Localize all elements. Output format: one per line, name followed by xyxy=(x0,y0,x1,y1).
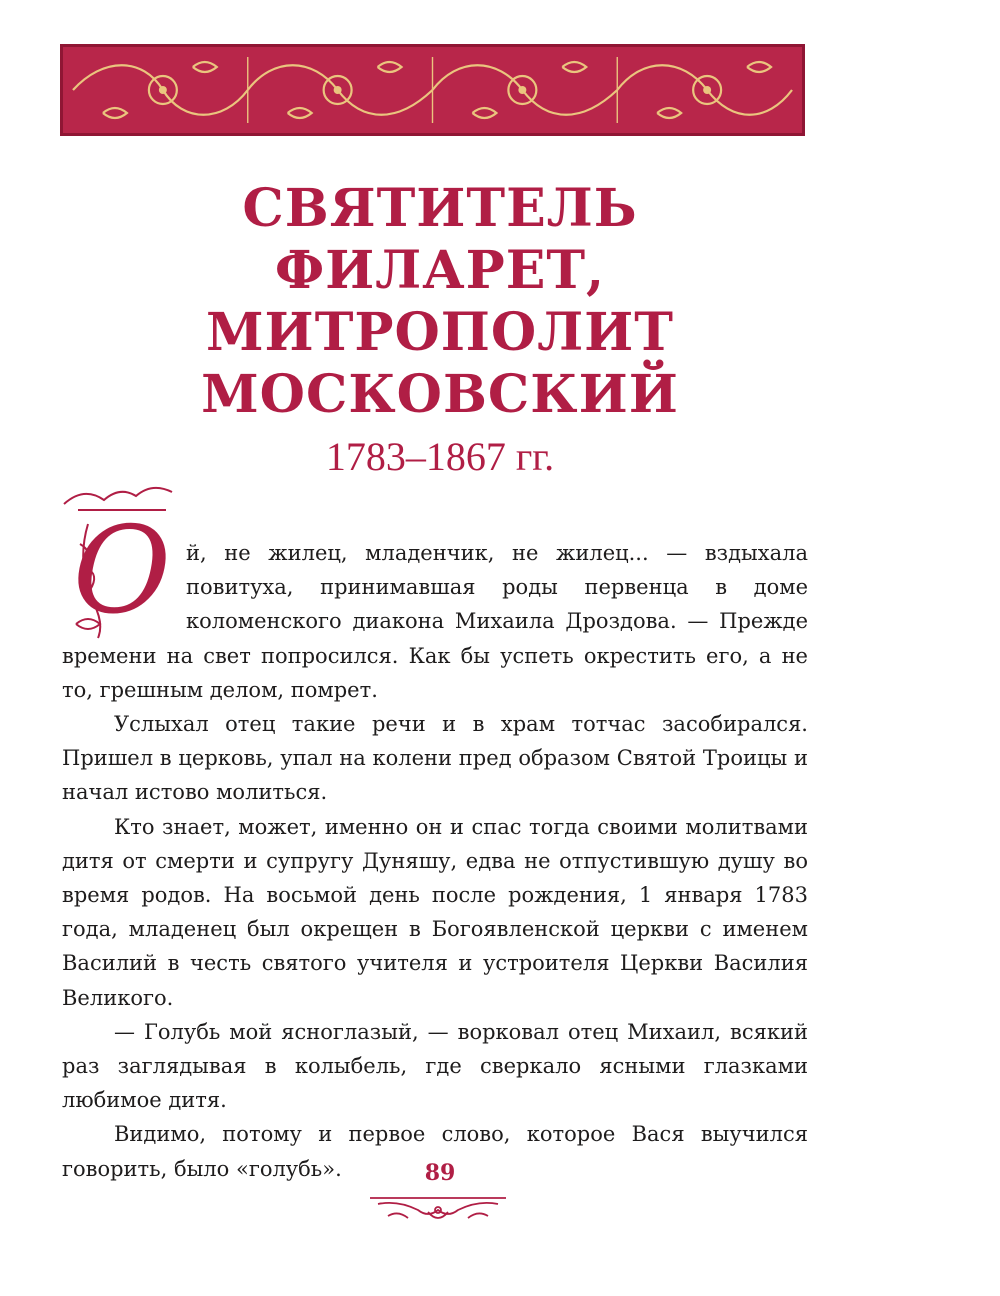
paragraph-3: Кто знает, может, именно он и спас тогда своими молитвами дитя от смерти и супругу Дуняшу, едва не отпустившую душу во время родов. На восьмой день после рождения, 1 января 1783 года, младенец был окрещен в Богоявленской церкви с именем Василий в честь святого учителя и устроителя Церкви Василия Великого. xyxy=(62,814,808,1010)
drop-cap-letter: О xyxy=(72,502,172,641)
chapter-title xyxy=(120,178,760,482)
title-line-2: МИТРОПОЛИТ xyxy=(206,302,674,363)
drop-cap-spacer xyxy=(62,536,186,638)
floral-ornament-icon xyxy=(63,47,802,133)
title-years: 1783–1867 гг. xyxy=(325,434,555,479)
header-ornament-band xyxy=(60,44,805,136)
scroll-ornament-icon xyxy=(368,1190,508,1224)
paragraph-4: — Голубь мой ясноглазый, — ворковал отец Михаил, всякий раз заглядывая в колыбель, где сверкало ясными глазками любимое дитя. xyxy=(62,1019,808,1113)
paragraph-2: Услыхал отец такие речи и в храм тотчас засобирался. Пришел в церковь, упал на колени пред образом Святой Троицы и начал истово молиться. xyxy=(62,712,808,805)
title-line-3: МОСКОВСКИЙ xyxy=(201,364,679,425)
title-line-1: СВЯТИТЕЛЬ ФИЛАРЕТ, xyxy=(242,178,638,301)
paragraph-1: й, не жилец, младенчик, не жилец... — вздыхала повитуха, принимавшая роды первенца в доме коломенского диакона Михаила Дроздова. — Прежде времени на свет попросился. Как бы успеть окрестить его, а не то, грешным делом, помрет. xyxy=(62,541,808,702)
paragraph-5: Видимо, потому и первое слово, которое Вася выучился говорить, было «голубь». xyxy=(62,1122,808,1181)
page-number: 89 xyxy=(424,1160,456,1186)
footer-ornament xyxy=(368,1190,508,1224)
body-text xyxy=(62,536,808,1186)
